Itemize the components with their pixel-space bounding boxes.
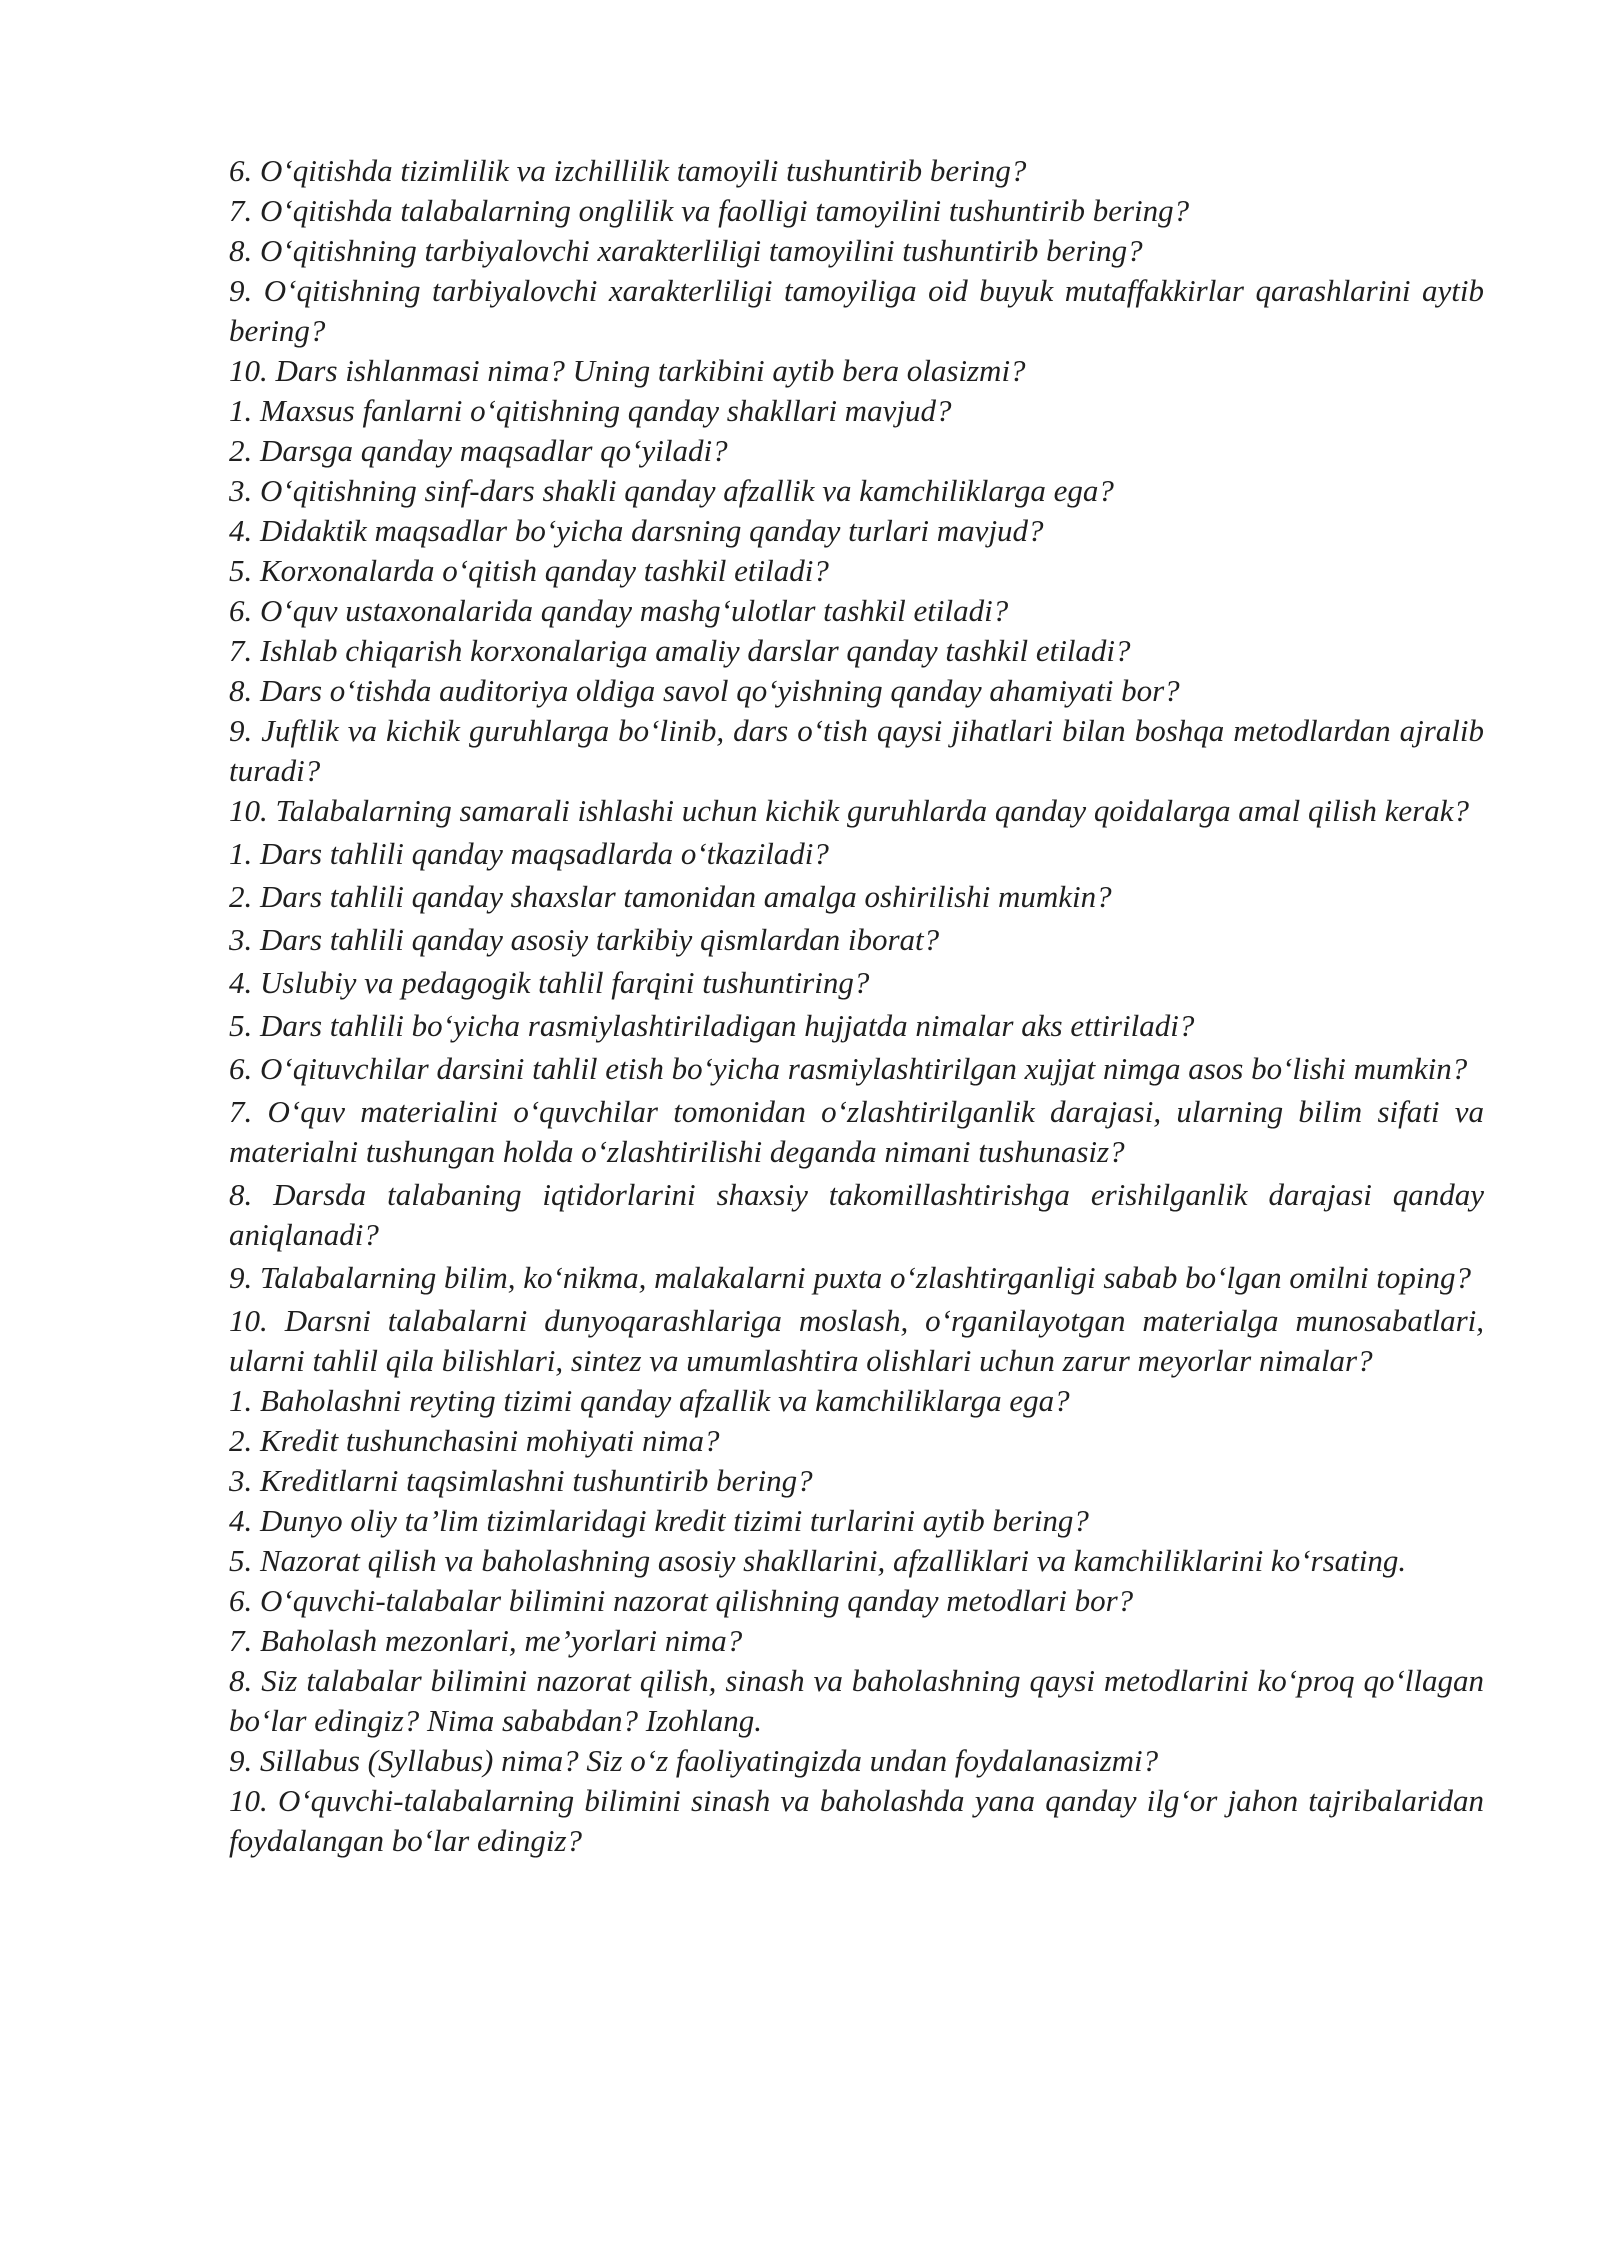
question-item: 9. Juftlik va kichik guruhlarga bo‘linib, dars o‘tish qaysi jihatlari bilan boshqa metodlardan ajralib turadi? [229, 713, 1484, 788]
question-item: 2. Darsga qanday maqsadlar qo‘yiladi? [229, 433, 728, 468]
question-item: 1. Maxsus fanlarni o‘qitishning qanday shakllari mavjud? [229, 393, 952, 428]
question-item: 1. Baholashni reyting tizimi qanday afzallik va kamchiliklarga ega? [229, 1383, 1070, 1418]
question-item: 4. Dunyo oliy ta’lim tizimlaridagi kredit tizimi turlarini aytib bering? [229, 1503, 1089, 1538]
question-item: 8. Dars o‘tishda auditoriya oldiga savol qo‘yishning qanday ahamiyati bor? [229, 673, 1180, 708]
question-item: 2. Kredit tushunchasini mohiyati nima? [229, 1423, 720, 1458]
question-item: 5. Nazorat qilish va baholashning asosiy shakllarini, afzalliklari va kamchiliklarini ko‘rsating. [229, 1543, 1407, 1578]
question-item: 7. Ishlab chiqarish korxonalariga amaliy darslar qanday tashkil etiladi? [229, 633, 1131, 668]
question-item: 9. Sillabus (Syllabus) nima? Siz o‘z faoliyatingizda undan foydalanasizmi? [229, 1743, 1159, 1778]
question-item: 3. Kreditlarni taqsimlashni tushuntirib bering? [229, 1463, 813, 1498]
question-item: 8. O‘qitishning tarbiyalovchi xarakterliligi tamoyilini tushuntirib bering? [229, 233, 1143, 268]
question-item: 6. O‘qituvchilar darsini tahlil etish bo‘yicha rasmiylashtirilgan xujjat nimga asos bo‘lishi mumkin? [229, 1051, 1468, 1086]
question-item: 5. Dars tahlili bo‘yicha rasmiylashtiriladigan hujjatda nimalar aks ettiriladi? [229, 1008, 1195, 1043]
question-item: 7. Baholash mezonlari, me’yorlari nima? [229, 1623, 743, 1658]
question-item: 3. O‘qitishning sinf-dars shakli qanday afzallik va kamchiliklarga ega? [229, 473, 1114, 508]
question-list [229, 151, 1484, 1861]
question-item: 10. Darsni talabalarni dunyoqarashlariga moslash, o‘rganilayotgan materialga munosabatlari, ularni tahlil qila bilishlari, sintez va umumlashtira olishlari uchun zarur meyorlar nimalar? [229, 1303, 1484, 1378]
question-item: 9. Talabalarning bilim, ko‘nikma, malakalarni puxta o‘zlashtirganligi sabab bo‘lgan omilni toping? [229, 1260, 1472, 1295]
question-item: 7. O‘qitishda talabalarning onglilik va faolligi tamoyilini tushuntirib bering? [229, 193, 1190, 228]
question-item: 5. Korxonalarda o‘qitish qanday tashkil etiladi? [229, 553, 829, 588]
question-item: 2. Dars tahlili qanday shaxslar tamonidan amalga oshirilishi mumkin? [229, 879, 1112, 914]
question-item: 4. Didaktik maqsadlar bo‘yicha darsning qanday turlari mavjud? [229, 513, 1044, 548]
question-item: 8. Siz talabalar bilimini nazorat qilish, sinash va baholashning qaysi metodlarini ko‘proq qo‘llagan bo‘lar edingiz? Nima sababdan? Izohlang. [229, 1663, 1484, 1738]
question-item: 7. O‘quv materialini o‘quvchilar tomonidan o‘zlashtirilganlik darajasi, ularning bilim sifati va materialni tushungan holda o‘zlashtirilishi deganda nimani tushunasiz? [229, 1094, 1484, 1169]
question-item: 10. Talabalarning samarali ishlashi uchun kichik guruhlarda qanday qoidalarga amal qilish kerak? [229, 793, 1469, 828]
question-item: 10. O‘quvchi-talabalarning bilimini sinash va baholashda yana qanday ilg‘or jahon tajribalaridan foydalangan bo‘lar edingiz? [229, 1783, 1484, 1858]
question-item: 1. Dars tahlili qanday maqsadlarda o‘tkaziladi? [229, 836, 829, 871]
question-item: 9. O‘qitishning tarbiyalovchi xarakterliligi tamoyiliga oid buyuk mutaffakkirlar qarashlarini aytib bering? [229, 273, 1484, 348]
question-item: 6. O‘qitishda tizimlilik va izchillilik tamoyili tushuntirib bering? [229, 153, 1027, 188]
question-item: 10. Dars ishlanmasi nima? Uning tarkibini aytib bera olasizmi? [229, 353, 1026, 388]
question-item: 4. Uslubiy va pedagogik tahlil farqini tushuntiring? [229, 965, 870, 1000]
question-item: 6. O‘quv ustaxonalarida qanday mashg‘ulotlar tashkil etiladi? [229, 593, 1009, 628]
question-item: 6. O‘quvchi-talabalar bilimini nazorat qilishning qanday metodlari bor? [229, 1583, 1134, 1618]
question-item: 3. Dars tahlili qanday asosiy tarkibiy qismlardan iborat? [229, 922, 940, 957]
question-item: 8. Darsda talabaning iqtidorlarini shaxsiy takomillashtirishga erishilganlik darajasi qanday aniqlanadi? [229, 1177, 1484, 1252]
